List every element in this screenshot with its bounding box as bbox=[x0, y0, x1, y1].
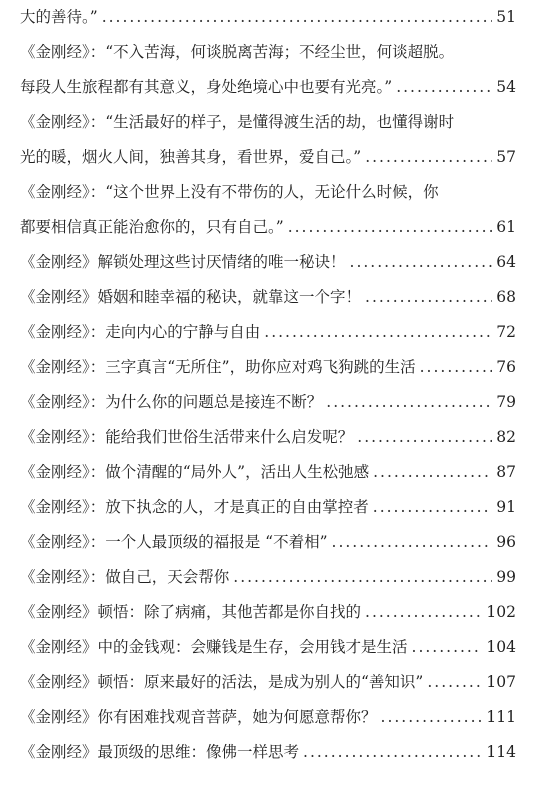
toc-entry[interactable] bbox=[20, 245, 516, 280]
toc-entry-title: 《金刚经》：一个人最顶级的福报是 “不着相” bbox=[20, 533, 328, 551]
toc-entry-title: 大的善待。” bbox=[20, 8, 98, 26]
toc-entry-title: 《金刚经》：“不入苦海，何谈脱离苦海；不经尘世，何谈超脱。 bbox=[20, 43, 455, 61]
toc-entry-title: 都要相信真正能治愈你的，只有自己。” bbox=[20, 218, 284, 236]
toc-entry-title: 《金刚经》你有困难找观音菩萨，她为何愿意帮你？ bbox=[20, 708, 377, 726]
toc-entry[interactable] bbox=[20, 385, 516, 420]
dot-leader bbox=[288, 210, 493, 245]
page-number: 57 bbox=[496, 148, 516, 166]
toc-entry-title: 《金刚经》最顶级的思维：像佛一样思考 bbox=[20, 743, 300, 761]
dot-leader bbox=[357, 420, 492, 455]
toc-entry-last-line bbox=[20, 595, 516, 630]
toc-entry-last-line bbox=[20, 140, 516, 175]
dot-leader bbox=[326, 385, 492, 420]
toc-entry-last-line bbox=[20, 700, 516, 735]
toc-entry-last-line bbox=[20, 560, 516, 595]
toc-entry[interactable] bbox=[20, 0, 516, 35]
toc-entry-last-line bbox=[20, 735, 516, 770]
dot-leader bbox=[264, 315, 492, 350]
toc-entry-last-line bbox=[20, 280, 516, 315]
toc-entry-line bbox=[20, 105, 516, 140]
dot-leader bbox=[373, 455, 492, 490]
toc-entry[interactable] bbox=[20, 35, 516, 105]
dot-leader bbox=[365, 140, 492, 175]
dot-leader bbox=[350, 245, 493, 280]
toc-entry-last-line bbox=[20, 490, 516, 525]
dot-leader bbox=[365, 280, 492, 315]
toc-entry-last-line bbox=[20, 455, 516, 490]
toc-entry[interactable] bbox=[20, 315, 516, 350]
toc-entry-title: 《金刚经》：走向内心的宁静与自由 bbox=[20, 323, 261, 341]
dot-leader bbox=[102, 0, 493, 35]
dot-leader bbox=[233, 560, 492, 595]
page-number: 64 bbox=[496, 253, 516, 271]
toc-entry[interactable] bbox=[20, 490, 516, 525]
toc-entry-title: 《金刚经》顿悟：除了病痛，其他苦都是你自找的 bbox=[20, 603, 362, 621]
toc-entry-title: 每段人生旅程都有其意义，身处绝境心中也要有光亮。” bbox=[20, 78, 393, 96]
toc-entry-last-line bbox=[20, 0, 516, 35]
page-number: 68 bbox=[496, 288, 516, 306]
dot-leader bbox=[412, 630, 483, 665]
toc-entry-title: 《金刚经》顿悟：原来最好的活法，是成为别人的“善知识” bbox=[20, 673, 424, 691]
page-number: 107 bbox=[486, 673, 516, 691]
page-number: 96 bbox=[496, 533, 516, 551]
page-number: 51 bbox=[496, 8, 516, 26]
toc-entry-last-line bbox=[20, 210, 516, 245]
page-number: 102 bbox=[486, 603, 516, 621]
toc-entry[interactable] bbox=[20, 350, 516, 385]
toc-entry[interactable] bbox=[20, 735, 516, 770]
toc-entry-title: 《金刚经》：为什么你的问题总是接连不断？ bbox=[20, 393, 323, 411]
toc-entry-title: 《金刚经》婚姻和睦幸福的秘诀，就靠这一个字！ bbox=[20, 288, 362, 306]
dot-leader bbox=[332, 525, 493, 560]
toc-entry-line bbox=[20, 175, 516, 210]
toc-entry[interactable] bbox=[20, 665, 516, 700]
page-number: 104 bbox=[486, 638, 516, 656]
toc-entry-title: 《金刚经》：三字真言“无所住”，助你应对鸡飞狗跳的生活 bbox=[20, 358, 416, 376]
toc-entry-title: 《金刚经》中的金钱观：会赚钱是生存，会用钱才是生活 bbox=[20, 638, 408, 656]
toc-entry-title: 《金刚经》解锁处理这些讨厌情绪的唯一秘诀！ bbox=[20, 253, 346, 271]
toc-entry[interactable] bbox=[20, 420, 516, 455]
toc-entry-title: 《金刚经》：“生活最好的样子，是懂得渡生活的劫，也懂得谢时 bbox=[20, 113, 455, 131]
page-number: 111 bbox=[486, 708, 516, 726]
toc-entry-title: 《金刚经》：能给我们世俗生活带来什么启发呢？ bbox=[20, 428, 354, 446]
toc-entry[interactable] bbox=[20, 175, 516, 245]
page-number: 99 bbox=[496, 568, 516, 586]
toc-entry-last-line bbox=[20, 245, 516, 280]
dot-leader bbox=[381, 700, 483, 735]
page-number: 87 bbox=[496, 463, 516, 481]
page-number: 54 bbox=[496, 78, 516, 96]
page-number: 91 bbox=[496, 498, 516, 516]
toc-entry[interactable] bbox=[20, 630, 516, 665]
toc-entry-last-line bbox=[20, 665, 516, 700]
page-number: 61 bbox=[496, 218, 516, 236]
dot-leader bbox=[303, 735, 482, 770]
dot-leader bbox=[420, 350, 493, 385]
dot-leader bbox=[396, 70, 492, 105]
toc-entry[interactable] bbox=[20, 105, 516, 175]
dot-leader bbox=[365, 595, 482, 630]
toc-entry-last-line bbox=[20, 385, 516, 420]
toc-entry[interactable] bbox=[20, 455, 516, 490]
toc-entry-title: 《金刚经》：“这个世界上没有不带伤的人，无论什么时候，你 bbox=[20, 183, 439, 201]
toc-entry-line bbox=[20, 35, 516, 70]
toc-entry[interactable] bbox=[20, 700, 516, 735]
toc-entry-title: 《金刚经》：放下执念的人，才是真正的自由掌控者 bbox=[20, 498, 369, 516]
page-number: 72 bbox=[496, 323, 516, 341]
page-number: 114 bbox=[486, 743, 516, 761]
page-number: 76 bbox=[496, 358, 516, 376]
toc-entry[interactable] bbox=[20, 280, 516, 315]
dot-leader bbox=[373, 490, 493, 525]
table-of-contents bbox=[20, 0, 516, 770]
toc-entry-last-line bbox=[20, 350, 516, 385]
toc-entry[interactable] bbox=[20, 595, 516, 630]
toc-entry[interactable] bbox=[20, 525, 516, 560]
page-number: 82 bbox=[496, 428, 516, 446]
toc-entry[interactable] bbox=[20, 560, 516, 595]
toc-entry-last-line bbox=[20, 525, 516, 560]
toc-entry-title: 光的暖，烟火人间，独善其身，看世界，爱自己。” bbox=[20, 148, 362, 166]
toc-entry-last-line bbox=[20, 315, 516, 350]
toc-entry-last-line bbox=[20, 630, 516, 665]
toc-entry-title: 《金刚经》：做自己，天会帮你 bbox=[20, 568, 230, 586]
toc-entry-last-line bbox=[20, 420, 516, 455]
toc-entry-last-line bbox=[20, 70, 516, 105]
page-number: 79 bbox=[496, 393, 516, 411]
toc-entry-title: 《金刚经》：做个清醒的“局外人”，活出人生松弛感 bbox=[20, 463, 370, 481]
dot-leader bbox=[427, 665, 482, 700]
